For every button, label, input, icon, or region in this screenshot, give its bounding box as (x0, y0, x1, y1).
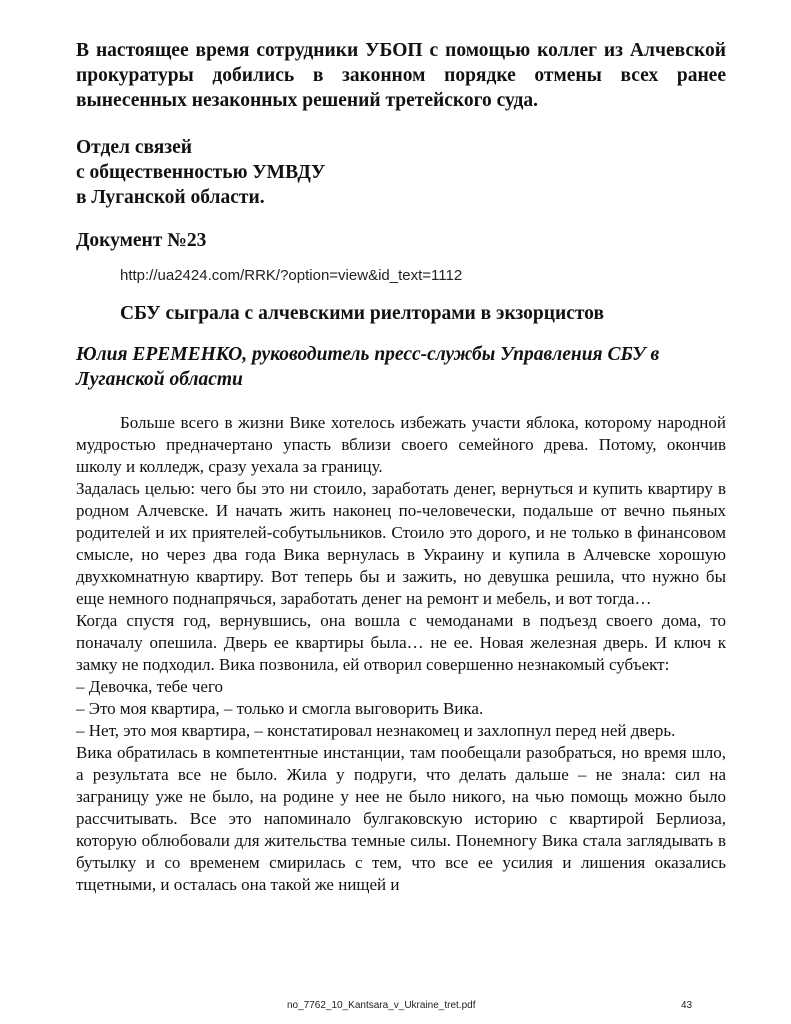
body-paragraph: Вика обратилась в компетентные инстанции, там пообещали разобраться, но время шло, а результата все не было. Жила у подруги, что делать дальше – не знала: сил на заграницу уже не было, на родине у нее не было никого, на чью помощь можно было рассчитывать. Все это напоминало булгаковскую историю с квартирой Берлиоза, которую облюбовали для жительства темные силы. Понемногу Вика стала заглядывать в бутылку и со временем смирилась с тем, что все ее усилия и лишения оказались тщетными, и осталась она такой же нищей и (76, 743, 726, 894)
page-number: 43 (681, 1000, 693, 1011)
signature-line: с общественностью УМВДУ (76, 162, 326, 183)
footer-filename: no_7762_10_Kantsara_v_Ukraine_tret.pdf (287, 1000, 476, 1011)
document-number: Документ №23 (76, 230, 207, 251)
source-url: http://ua2424.com/RRK/?option=view&id_text=1112 (120, 267, 463, 284)
body-paragraph: – Нет, это моя квартира, – констатировал незнакомец и захлопнул перед ней дверь. (76, 721, 676, 740)
body-paragraph: – Девочка, тебе чего (76, 677, 224, 696)
document-page (76, 38, 726, 896)
signature-block (76, 135, 726, 210)
article-author: Юлия ЕРЕМЕНКО, руководитель пресс-службы Управления СБУ в Луганской области (76, 344, 660, 390)
signature-line: в Луганской области. (76, 187, 265, 208)
body-paragraph: Больше всего в жизни Вике хотелось избежать участи яблока, которому народной мудростью предначертано упасть вблизи своего семейного древа. Потому, окончив школу и колледж, сразу уехала за границу. (76, 413, 726, 476)
body-paragraph: Когда спустя год, вернувшись, она вошла с чемоданами в подъезд своего дома, то поначалу опешила. Дверь ее квартиры была… не ее. Новая железная дверь. И ключ к замку не подходил. Вика позвонила, ей отворил совершенно незнакомый субъект: (76, 611, 726, 674)
signature-line: Отдел связей (76, 137, 193, 158)
article-headline: СБУ сыграла с алчевскими риелторами в экзорцистов (120, 303, 604, 324)
body-paragraph: – Это моя квартира, – только и смогла выговорить Вика. (76, 699, 484, 718)
article-body (76, 412, 726, 896)
intro-paragraph: В настоящее время сотрудники УБОП с помощью коллег из Алчевской прокуратуры добились в законном порядке отмены всех ранее вынесенных незаконных решений третейского суда. (76, 40, 726, 111)
body-paragraph: Задалась целью: чего бы это ни стоило, заработать денег, вернуться и купить квартиру в родном Алчевске. И начать жить наконец по-человечески, подальше от вечно пьяных родителей и их приятелей-собутыльников. Стоило это дорого, и не только в финансовом смысле, но через два года Вика вернулась в Украину и купила в Алчевске хорошую двухкомнатную квартиру. Вот теперь бы и зажить, но девушка решила, что нужно бы еще немного поднапрячься, заработать денег на ремонт и мебель, и вот тогда… (76, 479, 726, 608)
